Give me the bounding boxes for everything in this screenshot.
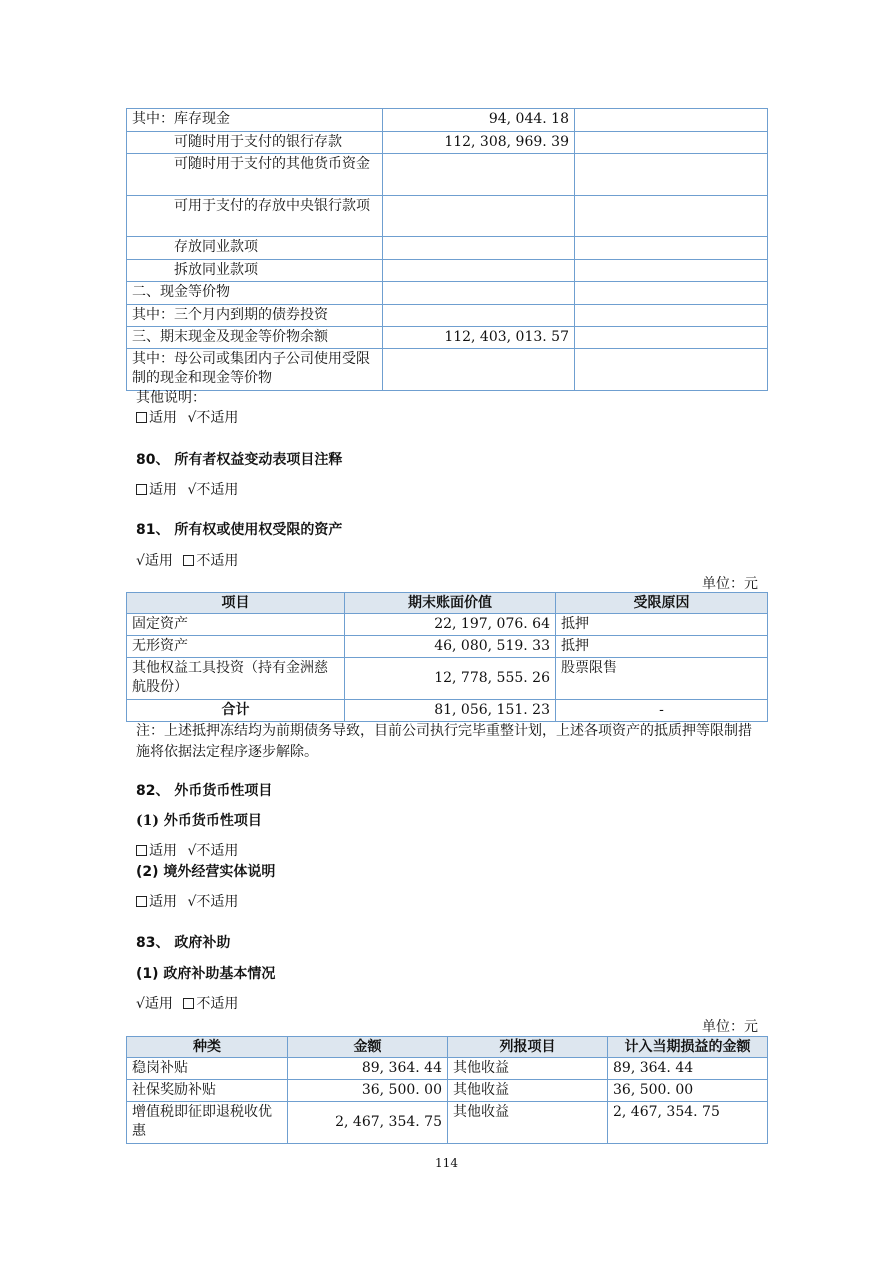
checkbox-empty-icon — [136, 896, 147, 907]
check-mark-icon: √ — [187, 894, 197, 910]
column-header: 金额 — [288, 1037, 448, 1058]
table-row — [127, 132, 768, 154]
asset-reason: 抵押 — [556, 614, 768, 636]
table-row — [127, 305, 768, 327]
row-extra — [575, 305, 768, 327]
row-value — [383, 305, 575, 327]
total-reason: - — [556, 700, 768, 722]
grant-item: 其他收益 — [448, 1102, 608, 1144]
table-row — [127, 658, 768, 700]
section-81-title: 81、 所有权或使用权受限的资产 — [136, 522, 343, 538]
table-row — [127, 1102, 768, 1144]
applicability-option: √适用 不适用 — [136, 996, 239, 1012]
check-mark-icon: √ — [187, 410, 197, 426]
row-extra — [575, 132, 768, 154]
asset-reason: 股票限售 — [556, 658, 768, 700]
applicability-option: 适用 √不适用 — [136, 409, 238, 428]
table-row — [127, 636, 768, 658]
row-extra — [575, 327, 768, 349]
row-label: 可随时用于支付的其他货币资金 — [127, 154, 383, 196]
government-grants-table — [126, 1036, 768, 1144]
section-83-sub1: (1) 政府补助基本情况 — [136, 966, 276, 982]
row-value: 94, 044. 18 — [383, 109, 575, 132]
row-value — [383, 349, 575, 391]
grant-kind: 增值税即征即退税收优惠 — [127, 1102, 288, 1144]
grant-pl-amount: 2, 467, 354. 75 — [608, 1102, 768, 1144]
column-header: 期末账面价值 — [345, 593, 556, 614]
table-row — [127, 349, 768, 391]
row-value — [383, 282, 575, 305]
row-label: 其中：库存现金 — [127, 109, 383, 132]
checkbox-empty-icon — [183, 998, 194, 1009]
column-header: 计入当期损益的金额 — [608, 1037, 768, 1058]
row-label: 可随时用于支付的银行存款 — [127, 132, 383, 154]
table-row — [127, 196, 768, 237]
row-extra — [575, 237, 768, 260]
unit-label: 单位：元 — [702, 576, 758, 592]
table-header-row — [127, 593, 768, 614]
section-83-title: 83、 政府补助 — [136, 935, 231, 951]
row-label: 存放同业款项 — [127, 237, 383, 260]
section-82-sub2: (2) 境外经营实体说明 — [136, 864, 276, 880]
table-row — [127, 109, 768, 132]
total-value: 81, 056, 151. 23 — [345, 700, 556, 722]
row-label: 可用于支付的存放中央银行款项 — [127, 196, 383, 237]
restricted-assets-note: 注：上述抵押冻结均为前期债务导致，目前公司执行完毕重整计划，上述各项资产的抵质押等限制措施将依据法定程序逐步解除。 — [136, 723, 752, 760]
row-extra — [575, 282, 768, 305]
grant-amount: 2, 467, 354. 75 — [288, 1102, 448, 1144]
table-header-row — [127, 1037, 768, 1058]
section-82-title: 82、 外币货币性项目 — [136, 783, 273, 799]
check-mark-icon: √ — [136, 996, 145, 1012]
other-note-label: 其他说明： — [136, 390, 206, 406]
applicability-option: 适用 √不适用 — [136, 842, 238, 861]
table-row — [127, 282, 768, 305]
row-value: 112, 308, 969. 39 — [383, 132, 575, 154]
grant-amount: 36, 500. 00 — [288, 1080, 448, 1102]
check-mark-icon: √ — [187, 843, 197, 859]
restricted-assets-table — [126, 592, 768, 722]
check-mark-icon: √ — [136, 553, 145, 569]
checkbox-empty-icon — [136, 845, 147, 856]
row-extra — [575, 196, 768, 237]
row-value — [383, 237, 575, 260]
asset-item: 无形资产 — [127, 636, 345, 658]
grant-kind: 稳岗补贴 — [127, 1058, 288, 1080]
check-mark-icon: √ — [187, 482, 197, 498]
table-row — [127, 237, 768, 260]
table-row — [127, 154, 768, 196]
grant-pl-amount: 36, 500. 00 — [608, 1080, 768, 1102]
row-extra — [575, 154, 768, 196]
grant-pl-amount: 89, 364. 44 — [608, 1058, 768, 1080]
applicability-option: √适用 不适用 — [136, 553, 239, 569]
row-label: 其中：母公司或集团内子公司使用受限制的现金和现金等价物 — [127, 349, 383, 391]
asset-reason: 抵押 — [556, 636, 768, 658]
page-number: 114 — [435, 1156, 458, 1170]
row-label: 二、现金等价物 — [127, 282, 383, 305]
column-header: 受限原因 — [556, 593, 768, 614]
applicability-option: 适用 √不适用 — [136, 893, 238, 912]
table-row — [127, 1080, 768, 1102]
row-extra — [575, 109, 768, 132]
asset-item: 固定资产 — [127, 614, 345, 636]
grant-item: 其他收益 — [448, 1080, 608, 1102]
asset-value: 12, 778, 555. 26 — [345, 658, 556, 700]
checkbox-empty-icon — [136, 412, 147, 423]
row-value — [383, 196, 575, 237]
column-header: 列报项目 — [448, 1037, 608, 1058]
asset-value: 46, 080, 519. 33 — [345, 636, 556, 658]
row-value — [383, 260, 575, 282]
row-extra — [575, 349, 768, 391]
unit-label: 单位：元 — [702, 1019, 758, 1035]
total-label: 合计 — [127, 700, 345, 722]
row-value: 112, 403, 013. 57 — [383, 327, 575, 349]
applicability-option: 适用 √不适用 — [136, 481, 238, 500]
grant-kind: 社保奖励补贴 — [127, 1080, 288, 1102]
row-label: 三、期末现金及现金等价物余额 — [127, 327, 383, 349]
table-row — [127, 260, 768, 282]
cash-equivalents-table — [126, 108, 768, 391]
asset-item: 其他权益工具投资（持有金洲慈航股份） — [127, 658, 345, 700]
grant-item: 其他收益 — [448, 1058, 608, 1080]
table-row — [127, 614, 768, 636]
row-value — [383, 154, 575, 196]
row-label: 其中：三个月内到期的债券投资 — [127, 305, 383, 327]
table-total-row — [127, 700, 768, 722]
table-row — [127, 1058, 768, 1080]
section-80-title: 80、 所有者权益变动表项目注释 — [136, 452, 343, 468]
checkbox-empty-icon — [183, 555, 194, 566]
column-header: 种类 — [127, 1037, 288, 1058]
asset-value: 22, 197, 076. 64 — [345, 614, 556, 636]
table-row — [127, 327, 768, 349]
row-extra — [575, 260, 768, 282]
grant-amount: 89, 364. 44 — [288, 1058, 448, 1080]
checkbox-empty-icon — [136, 484, 147, 495]
row-label: 拆放同业款项 — [127, 260, 383, 282]
column-header: 项目 — [127, 593, 345, 614]
section-82-sub1: (1) 外币货币性项目 — [136, 813, 262, 829]
